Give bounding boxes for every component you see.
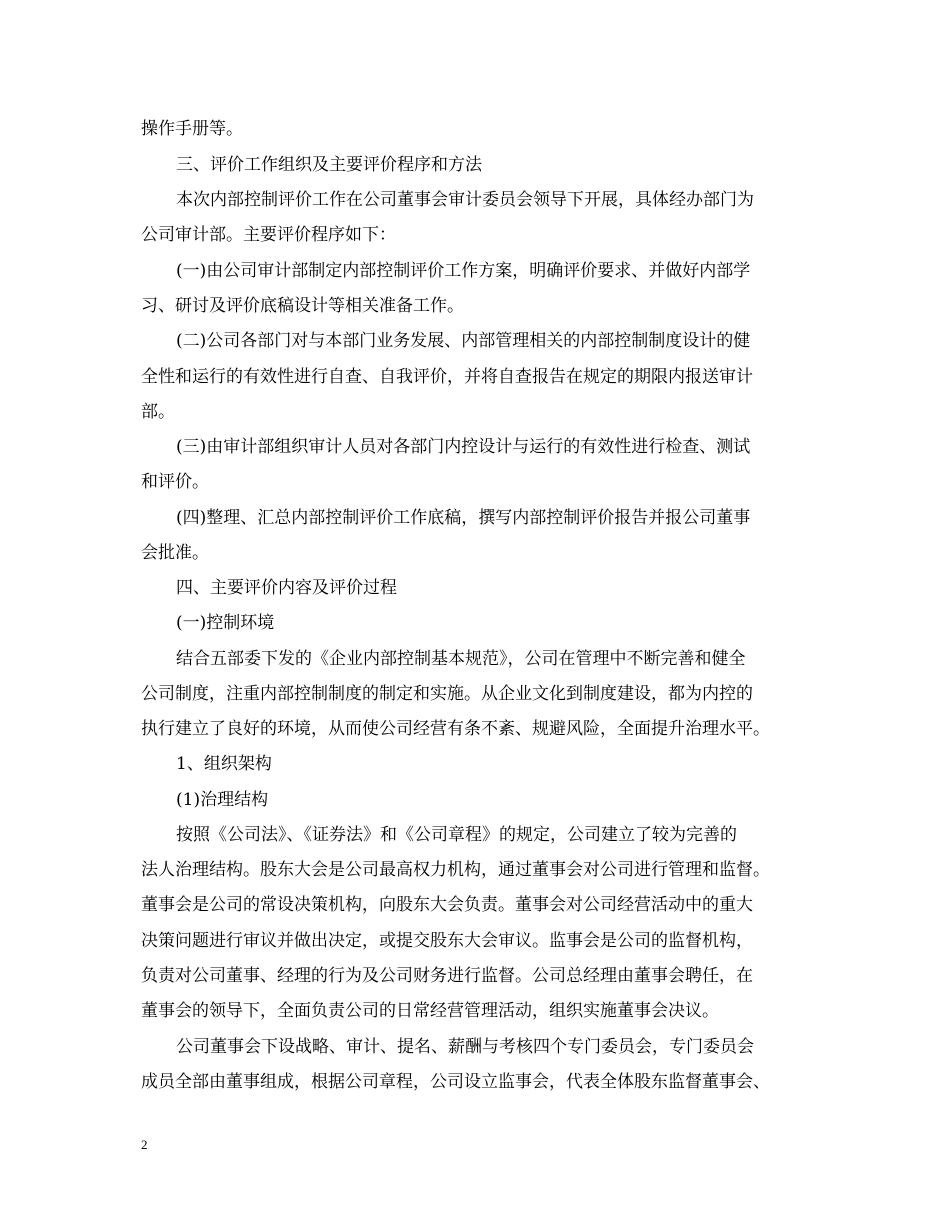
subsection-heading: (1)治理结构 [176,790,269,810]
text-line: 操作手册等。 [141,119,243,139]
section-heading: 三、评价工作组织及主要评价程序和方法 [176,155,482,175]
section-heading: 四、主要评价内容及评价过程 [176,578,397,598]
text-line: 和评价。 [141,472,209,492]
text-line: 本次内部控制评价工作在公司董事会审计委员会领导下开展，具体经办部门为 [176,190,754,210]
text-line: (一)由公司审计部制定内部控制评价工作方案，明确评价要求、并做好内部学 [176,261,751,281]
text-line: 法人治理结构。股东大会是公司最高权力机构，通过董事会对公司进行管理和监督。 [141,860,770,880]
text-line: 部。 [141,402,175,422]
subsection-heading: 1、组织架构 [176,754,272,774]
text-line: 董事会的领导下，全面负责公司的日常经营管理活动，组织实施董事会决议。 [141,1001,719,1021]
text-line: 执行建立了良好的环境，从而使公司经营有条不紊、规避风险，全面提升治理水平。 [141,719,770,739]
text-line: 全性和运行的有效性进行自查、自我评价，并将自查报告在规定的期限内报送审计 [141,367,753,387]
text-line: (四)整理、汇总内部控制评价工作底稿，撰写内部控制评价报告并报公司董事 [176,508,751,528]
text-line: 习、研讨及评价底稿设计等相关准备工作。 [141,296,464,316]
page-number: 2 [141,1137,148,1152]
text-line: 结合五部委下发的《企业内部控制基本规范》，公司在管理中不断完善和健全 [176,649,746,669]
text-line: 决策问题进行审议并做出决定，或提交股东大会审议。监事会是公司的监督机构， [141,931,753,951]
text-line: 公司制度，注重内部控制制度的制定和实施。从企业文化到制度建设，都为内控的 [141,684,753,704]
text-line: (三)由审计部组织审计人员对各部门内控设计与运行的有效性进行检查、测试 [176,437,751,457]
text-line: (二)公司各部门对与本部门业务发展、内部管理相关的内部控制制度设计的健 [176,331,751,351]
text-line: 会批准。 [141,543,209,563]
text-line: 公司审计部。主要评价程序如下： [141,225,396,245]
text-line: 公司董事会下设战略、审计、提名、薪酬与考核四个专门委员会，专门委员会 [176,1037,754,1057]
subsection-heading: (一)控制环境 [176,613,275,633]
text-line: 按照《公司法》、《证券法》和《公司章程》的规定，公司建立了较为完善的 [176,825,737,845]
text-line: 负责对公司董事、经理的行为及公司财务进行监督。公司总经理由董事会聘任，在 [141,966,753,986]
text-line: 董事会是公司的常设决策机构，向股东大会负责。董事会对公司经营活动中的重大 [141,895,753,915]
text-line: 成员全部由董事组成，根据公司章程，公司设立监事会，代表全体股东监督董事会、 [141,1072,770,1092]
